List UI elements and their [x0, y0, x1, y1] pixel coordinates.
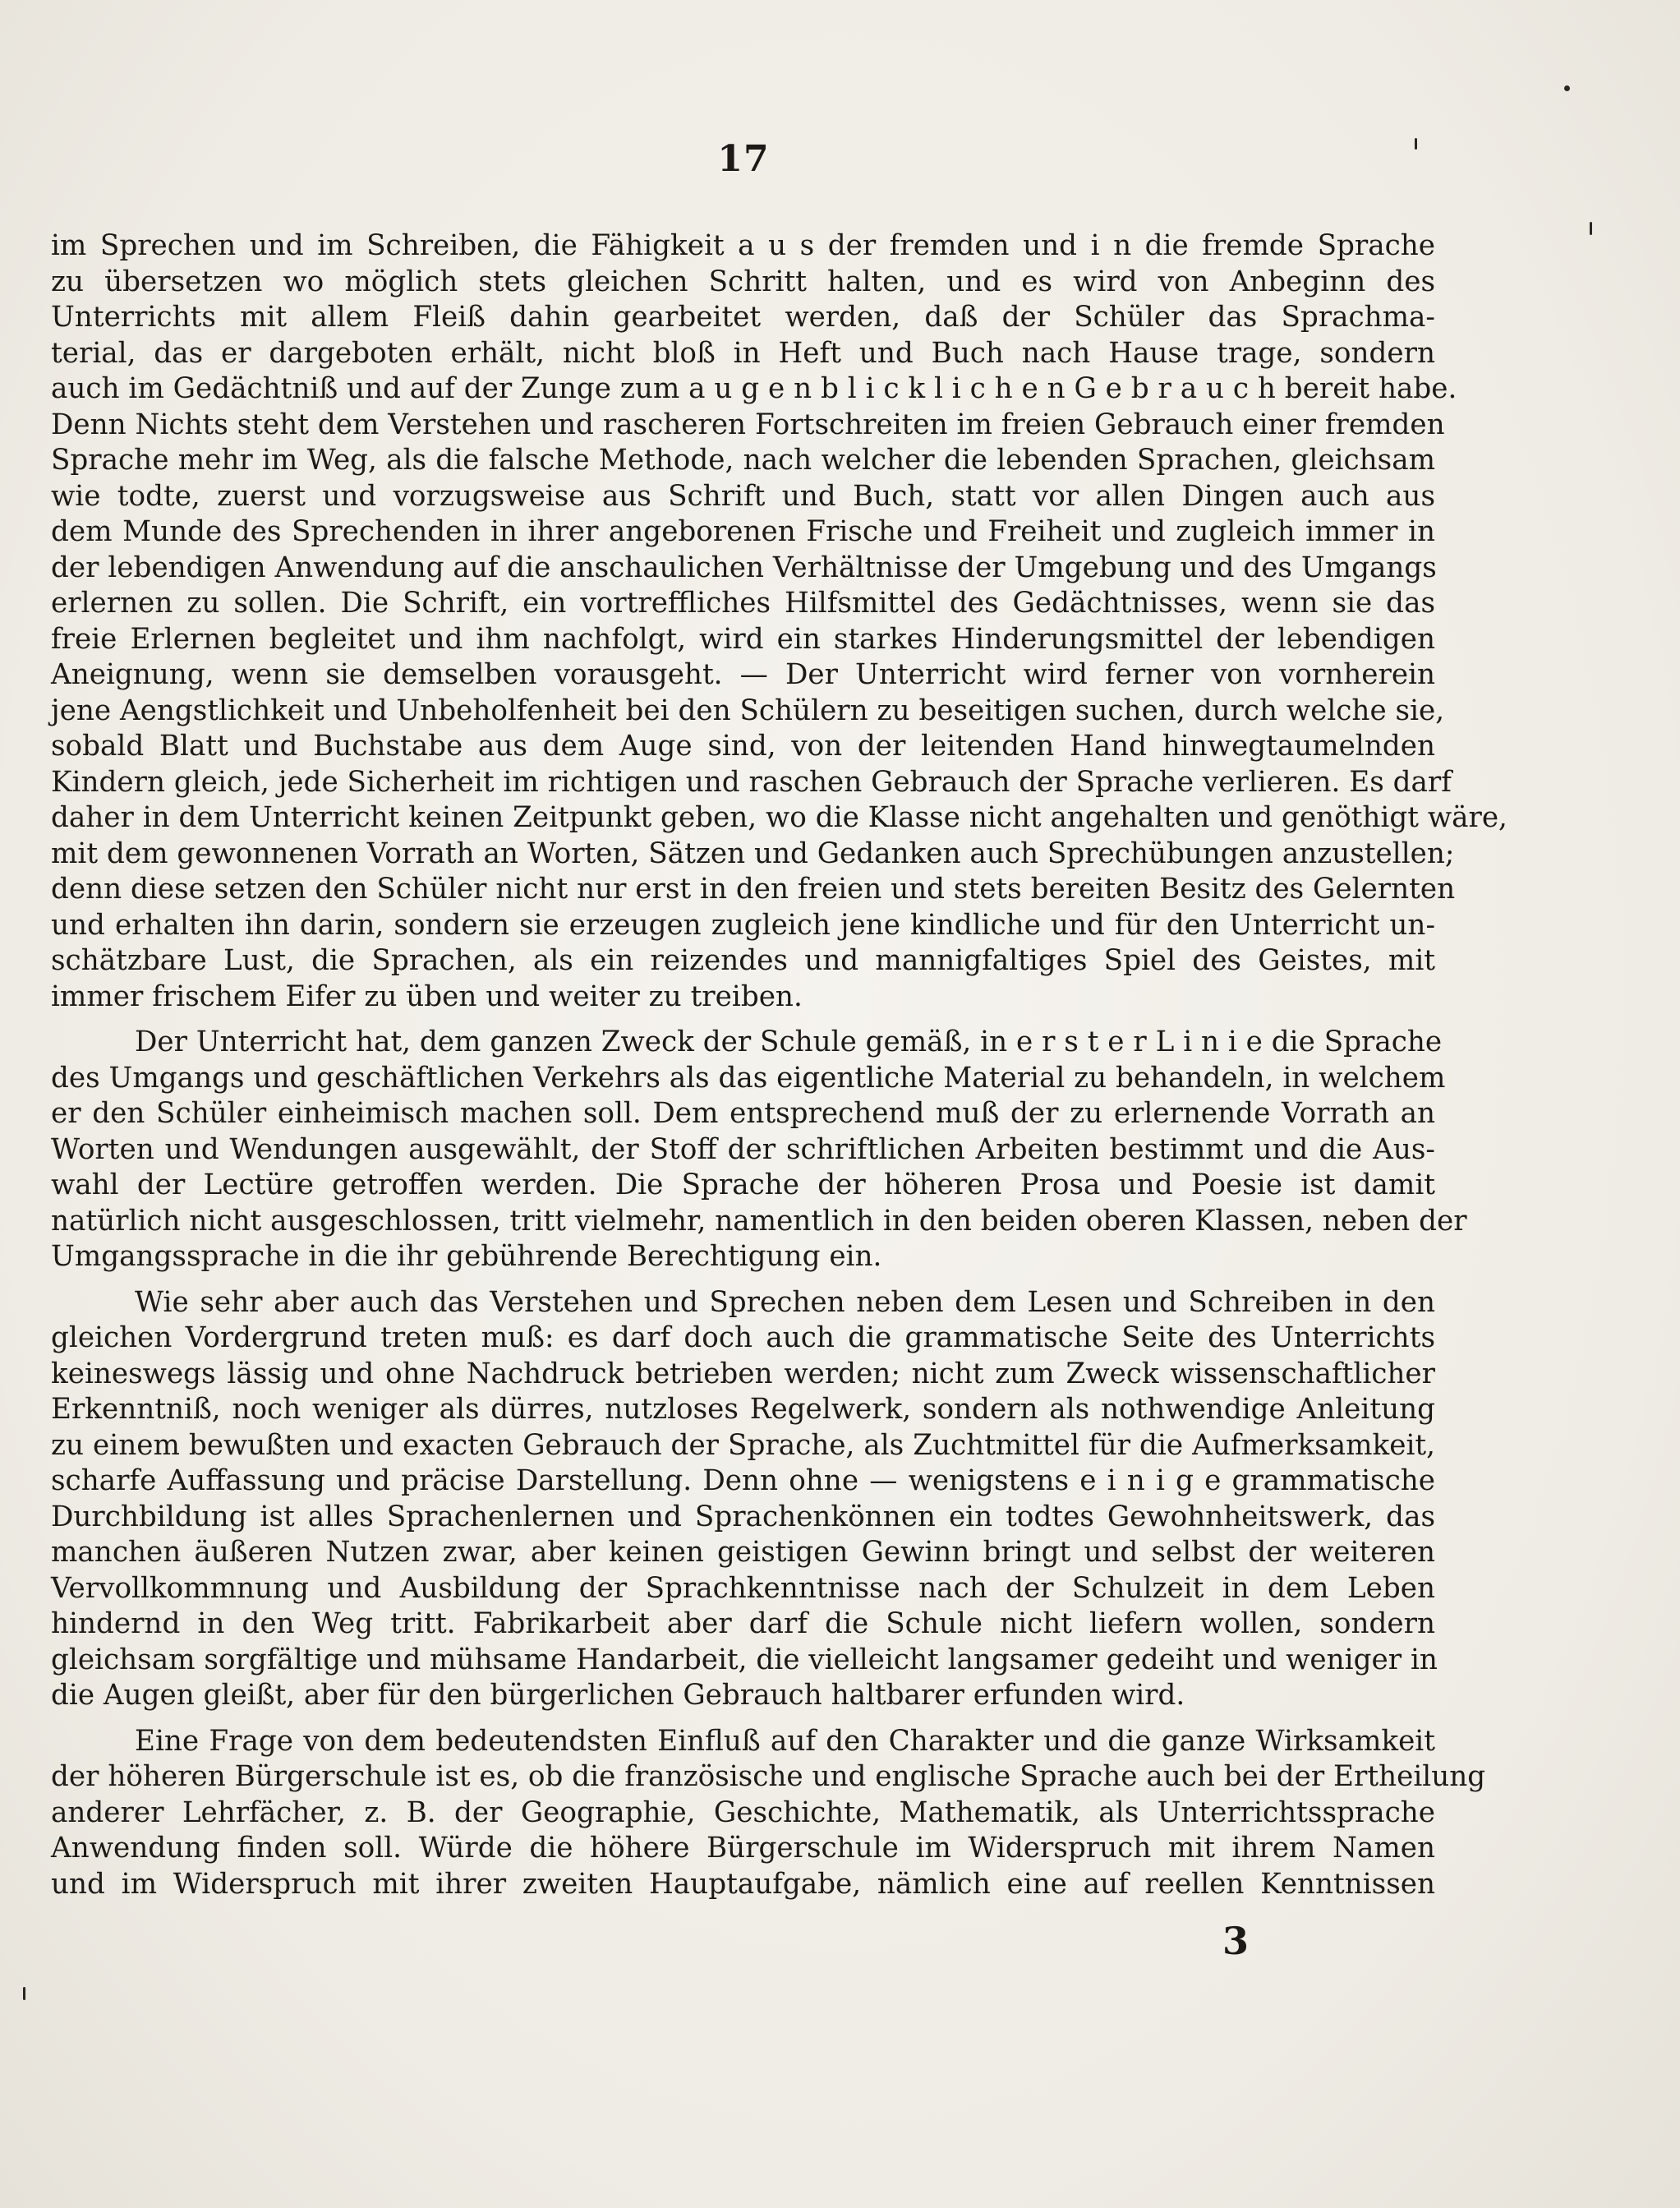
- text-line: zu einem bewußten und exacten Gebrauch der Sprache, als Zuchtmittel für die Aufmerksamkeit,: [51, 1428, 1435, 1462]
- text-line: Vervollkommnung und Ausbildung der Sprachkenntnisse nach der Schulzeit in dem Leben: [51, 1571, 1435, 1605]
- text-line: Wie sehr aber auch das Verstehen und Sprechen neben dem Lesen und Schreiben in den: [135, 1285, 1435, 1319]
- text-line: Erkenntniß, noch weniger als dürres, nutzloses Regelwerk, sondern als nothwendige Anleitung: [51, 1393, 1435, 1426]
- text-line: und erhalten ihn darin, sondern sie erzeugen zugleich jene kindliche und für den Unterricht un-: [51, 908, 1435, 942]
- page-number: 17: [717, 138, 770, 180]
- text-line: sobald Blatt und Buchstabe aus dem Auge sind, von der leitenden Hand hinwegtaumelnden: [51, 730, 1435, 763]
- text-line: zu übersetzen wo möglich stets gleichen Schritt halten, und es wird von Anbeginn des: [51, 265, 1435, 298]
- text-line: wahl der Lectüre getroffen werden. Die Sprache der höheren Prosa und Poesie ist damit: [51, 1169, 1435, 1201]
- text-line: Sprache mehr im Weg, als die falsche Methode, nach welcher die lebenden Sprachen, gleichsam: [51, 444, 1435, 477]
- paragraph-3: [51, 1285, 1438, 1714]
- text-line: Kindern gleich, jede Sicherheit im richtigen und raschen Gebrauch der Sprache verlieren. Es darf: [51, 765, 1452, 799]
- text-line: und im Widerspruch mit ihrer zweiten Hauptaufgabe, nämlich eine auf reellen Kenntnissen: [51, 1867, 1435, 1901]
- text-line: terial, das er dargeboten erhält, nicht bloß in Heft und Buch nach Hause trage, sondern: [51, 336, 1435, 370]
- text-line: des Umgangs und geschäftlichen Verkehrs als das eigentliche Material zu behandeln, in welchem: [51, 1061, 1446, 1095]
- text-line: jene Aengstlichkeit und Unbeholfenheit bei den Schülern zu beseitigen suchen, durch welche sie,: [51, 694, 1445, 727]
- text-line: der lebendigen Anwendung auf die anschaulichen Verhältnisse der Umgebung und des Umgangs: [51, 551, 1437, 584]
- text-line: Umgangssprache in die ihr gebührende Berechtigung ein.: [51, 1240, 882, 1273]
- text-line: erlernen zu sollen. Die Schrift, ein vortreffliches Hilfsmittel des Gedächtnisses, wenn sie das: [51, 587, 1435, 620]
- text-line: anderer Lehrfächer, z. B. der Geographie, Geschichte, Mathematik, als Unterrichtssprache: [51, 1795, 1435, 1829]
- text-line: mit dem gewonnenen Vorrath an Worten, Sätzen und Gedanken auch Sprechübungen anzustellen;: [51, 837, 1455, 870]
- paper-speck: [23, 1987, 25, 2000]
- text-line: scharfe Auffassung und präcise Darstellung. Denn ohne — wenigstens e i n i g e grammatische: [51, 1464, 1435, 1497]
- body-text: [51, 228, 1507, 1902]
- text-line: im Sprechen und im Schreiben, die Fähigkeit a u s der fremden und i n die fremde Sprache: [51, 229, 1435, 262]
- text-line: gleichsam sorgfältige und mühsame Handarbeit, die vielleicht langsamer gedeiht und weniger in: [51, 1643, 1438, 1676]
- text-line: wie todte, zuerst und vorzugsweise aus Schrift und Buch, statt vor allen Dingen auch aus: [51, 479, 1435, 513]
- text-line: hindernd in den Weg tritt. Fabrikarbeit aber darf die Schule nicht liefern wollen, sondern: [51, 1607, 1435, 1640]
- text-line: denn diese setzen den Schüler nicht nur erst in den freien und stets bereiten Besitz des Gelernten: [51, 873, 1456, 906]
- text-line: gleichen Vordergrund treten muß: es darf doch auch die grammatische Seite des Unterrichts: [51, 1321, 1435, 1354]
- paper-speck: [1590, 222, 1592, 235]
- text-line: Eine Frage von dem bedeutendsten Einfluß auf den Charakter und die ganze Wirksamkeit: [135, 1724, 1435, 1758]
- signature-mark: 3: [1222, 1919, 1250, 1963]
- text-line: Durchbildung ist alles Sprachenlernen und Sprachenkönnen ein todtes Gewohnheitswerk, das: [51, 1500, 1435, 1533]
- text-line: dem Munde des Sprechenden in ihrer angeborenen Frische und Freiheit und zugleich immer in: [51, 515, 1435, 548]
- text-line: die Augen gleißt, aber für den bürgerlichen Gebrauch haltbarer erfunden wird.: [51, 1679, 1185, 1712]
- text-line: Denn Nichts steht dem Verstehen und rascheren Fortschreiten im freien Gebrauch einer fremden: [51, 408, 1445, 441]
- text-line: daher in dem Unterricht keinen Zeitpunkt geben, wo die Klasse nicht angehalten und genöthigt wäre,: [51, 801, 1507, 834]
- paragraph-2: [51, 1025, 1467, 1275]
- text-line: er den Schüler einheimisch machen soll. Dem entsprechend muß der zu erlernende Vorrath an: [51, 1097, 1435, 1130]
- text-line: Worten und Wendungen ausgewählt, der Stoff der schriftlichen Arbeiten bestimmt und die Aus-: [51, 1132, 1435, 1166]
- paragraph-4: [51, 1724, 1486, 1903]
- paper-speck: [1564, 85, 1570, 91]
- text-line: Unterrichts mit allem Fleiß dahin gearbeitet werden, daß der Schüler das Sprachma-: [51, 301, 1435, 334]
- text-line: keineswegs lässig und ohne Nachdruck betrieben werden; nicht zum Zweck wissenschaftlicher: [51, 1357, 1435, 1390]
- text-line: auch im Gedächtniß und auf der Zunge zum a u g e n b l i c k l i c h e n G e b r a u c h bereit habe.: [51, 372, 1457, 405]
- text-line: schätzbare Lust, die Sprachen, als ein reizendes und mannigfaltiges Spiel des Geistes, mit: [51, 944, 1435, 977]
- paper-speck: [1415, 138, 1417, 150]
- text-line: der höheren Bürgerschule ist es, ob die französische und englische Sprache auch bei der Ertheilung: [51, 1760, 1486, 1793]
- text-line: immer frischem Eifer zu üben und weiter zu treiben.: [51, 980, 803, 1013]
- text-line: natürlich nicht ausgeschlossen, tritt vielmehr, namentlich in den beiden oberen Klassen, neben der: [51, 1204, 1467, 1238]
- paragraph-1: [51, 228, 1507, 1015]
- text-line: Anwendung finden soll. Würde die höhere Bürgerschule im Widerspruch mit ihrem Namen: [51, 1832, 1435, 1865]
- text-line: Der Unterricht hat, dem ganzen Zweck der Schule gemäß, in e r s t e r L i n i e die Sprache: [135, 1026, 1443, 1058]
- text-line: Aneignung, wenn sie demselben vorausgeht. — Der Unterricht wird ferner von vornherein: [51, 658, 1435, 691]
- text-line: freie Erlernen begleitet und ihm nachfolgt, wird ein starkes Hinderungsmittel der lebendigen: [51, 622, 1435, 656]
- text-line: manchen äußeren Nutzen zwar, aber keinen geistigen Gewinn bringt und selbst der weiteren: [51, 1536, 1435, 1569]
